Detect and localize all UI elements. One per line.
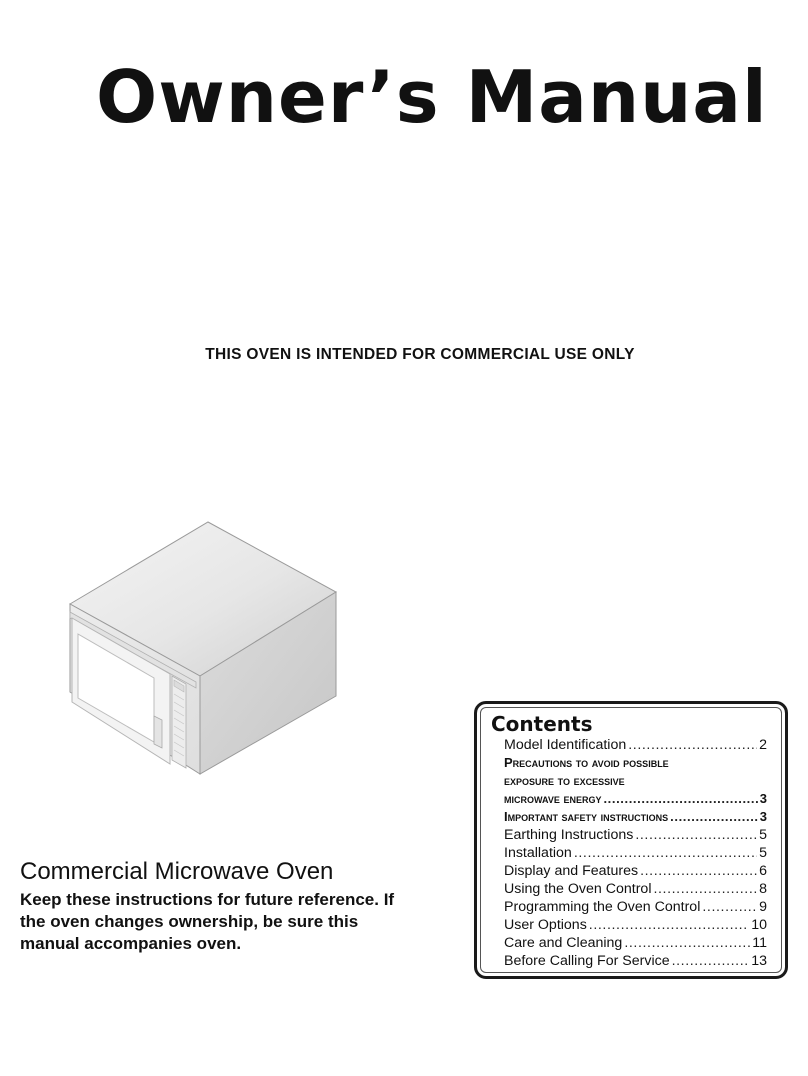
commercial-use-notice: THIS OVEN IS INTENDED FOR COMMERCIAL USE ONLY — [205, 346, 635, 363]
contents-list — [504, 737, 767, 971]
toc-item: Display and Features ..... 6 — [504, 863, 767, 881]
manual-title: Owner’s Manual — [96, 55, 768, 139]
toc-item: Model Identification ..... 2 — [504, 737, 767, 755]
toc-item: Before Calling For Service ..... 13 — [504, 953, 767, 971]
contents-heading: Contents — [491, 712, 593, 736]
toc-item: Important safety instructions ..... 3 — [504, 809, 767, 827]
toc-item: Using the Oven Control ..... 8 — [504, 881, 767, 899]
product-description: Keep these instructions for future reference. If the oven changes ownership, be sure this manual accompanies oven. — [20, 890, 395, 953]
microwave-oven-illustration — [58, 516, 344, 776]
toc-item: Programming the Oven Control ..... 9 — [504, 899, 767, 917]
toc-item: Earthing Instructions ..... 5 — [504, 827, 767, 845]
toc-item: microwave energy ..... 3 — [504, 791, 767, 809]
oven-handle — [154, 716, 162, 748]
toc-item: Care and Cleaning ..... 11 — [504, 935, 767, 953]
toc-item: Precautions to avoid possible — [504, 755, 669, 770]
contents-box — [474, 701, 788, 979]
toc-item: Installation ..... 5 — [504, 845, 767, 863]
toc-item: User Options ..... 10 — [504, 917, 767, 935]
toc-item: exposure to excessive — [504, 773, 625, 788]
product-title: Commercial Microwave Oven — [20, 858, 334, 885]
